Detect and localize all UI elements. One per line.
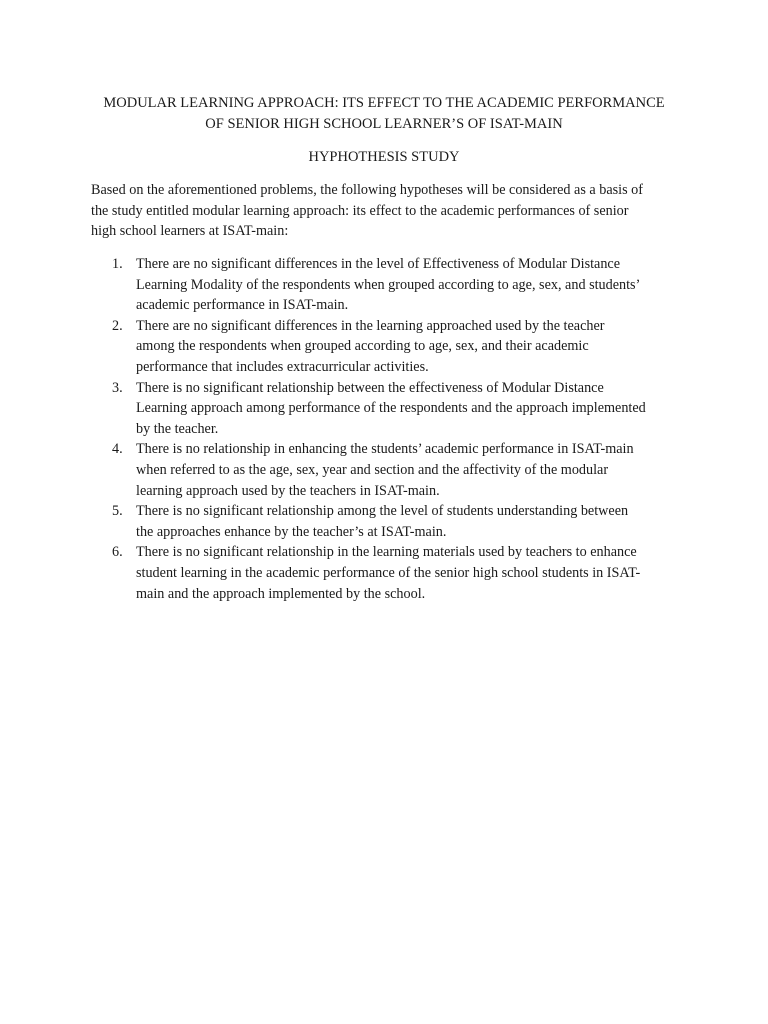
hypothesis-line: Learning approach among performance of the respondents and the approach implemented [136, 400, 646, 417]
hypothesis-item [91, 439, 691, 501]
hypothesis-line: the approaches enhance by the teacher’s at ISAT-main. [136, 523, 447, 540]
hypothesis-line: among the respondents when grouped according to age, sex, and their academic [136, 338, 589, 355]
hypothesis-line: There are no significant differences in the learning approached used by the teacher [136, 317, 605, 334]
hypothesis-line: student learning in the academic performance of the senior high school students in ISAT- [136, 564, 641, 581]
hypothesis-item [91, 501, 691, 542]
hypothesis-text [136, 316, 691, 378]
hypothesis-line: There is no significant relationship among the level of students understanding between [136, 503, 629, 520]
intro-line: the study entitled modular learning approach: its effect to the academic performances of senior [91, 202, 629, 219]
hypothesis-number: 3. [112, 379, 123, 396]
hypothesis-text [136, 542, 691, 604]
hypothesis-item [91, 316, 691, 378]
hypothesis-number: 4. [112, 441, 123, 458]
hypothesis-text [136, 254, 691, 316]
hypothesis-text [136, 439, 691, 501]
section-heading: HYPHOTHESIS STUDY [308, 149, 460, 165]
hypothesis-line: learning approach used by the teachers in ISAT-main. [136, 482, 440, 499]
hypotheses-list [91, 254, 691, 604]
hypothesis-line: There is no relationship in enhancing the students’ academic performance in ISAT-main [136, 441, 634, 458]
intro-line: Based on the aforementioned problems, the following hypotheses will be considered as a basis of [91, 182, 643, 198]
hypothesis-number: 6. [112, 544, 123, 561]
document-title [60, 93, 708, 134]
intro-paragraph [91, 180, 691, 242]
hypothesis-line: main and the approach implemented by the school. [136, 585, 426, 602]
intro-line: high school learners at ISAT-main: [91, 223, 289, 239]
hypothesis-line: There are no significant differences in the level of Effectiveness of Modular Distance [136, 256, 621, 272]
hypothesis-item [91, 542, 691, 604]
hypothesis-item [91, 378, 691, 440]
hypothesis-text [136, 501, 691, 542]
hypothesis-line: Learning Modality of the respondents when grouped according to age, sex, and students’ [136, 276, 641, 293]
hypothesis-line: when referred to as the age, sex, year and section and the affectivity of the modular [136, 461, 609, 478]
hypothesis-line: performance that includes extracurricular activities. [136, 358, 429, 375]
hypothesis-number: 2. [112, 317, 123, 334]
hypothesis-text [136, 378, 691, 440]
hypothesis-number: 5. [112, 503, 123, 520]
hypothesis-line: academic performance in ISAT-main. [136, 297, 349, 314]
hypothesis-line: There is no significant relationship between the effectiveness of Modular Distance [136, 379, 604, 396]
document-title-line: MODULAR LEARNING APPROACH: ITS EFFECT TO THE ACADEMIC PERFORMANCE [103, 95, 665, 111]
hypothesis-item [91, 254, 691, 316]
document-title-line: OF SENIOR HIGH SCHOOL LEARNER’S OF ISAT-MAIN [205, 115, 563, 132]
hypothesis-number: 1. [112, 256, 123, 272]
hypothesis-line: by the teacher. [136, 420, 219, 437]
hypothesis-line: There is no significant relationship in the learning materials used by teachers to enhance [136, 544, 637, 561]
